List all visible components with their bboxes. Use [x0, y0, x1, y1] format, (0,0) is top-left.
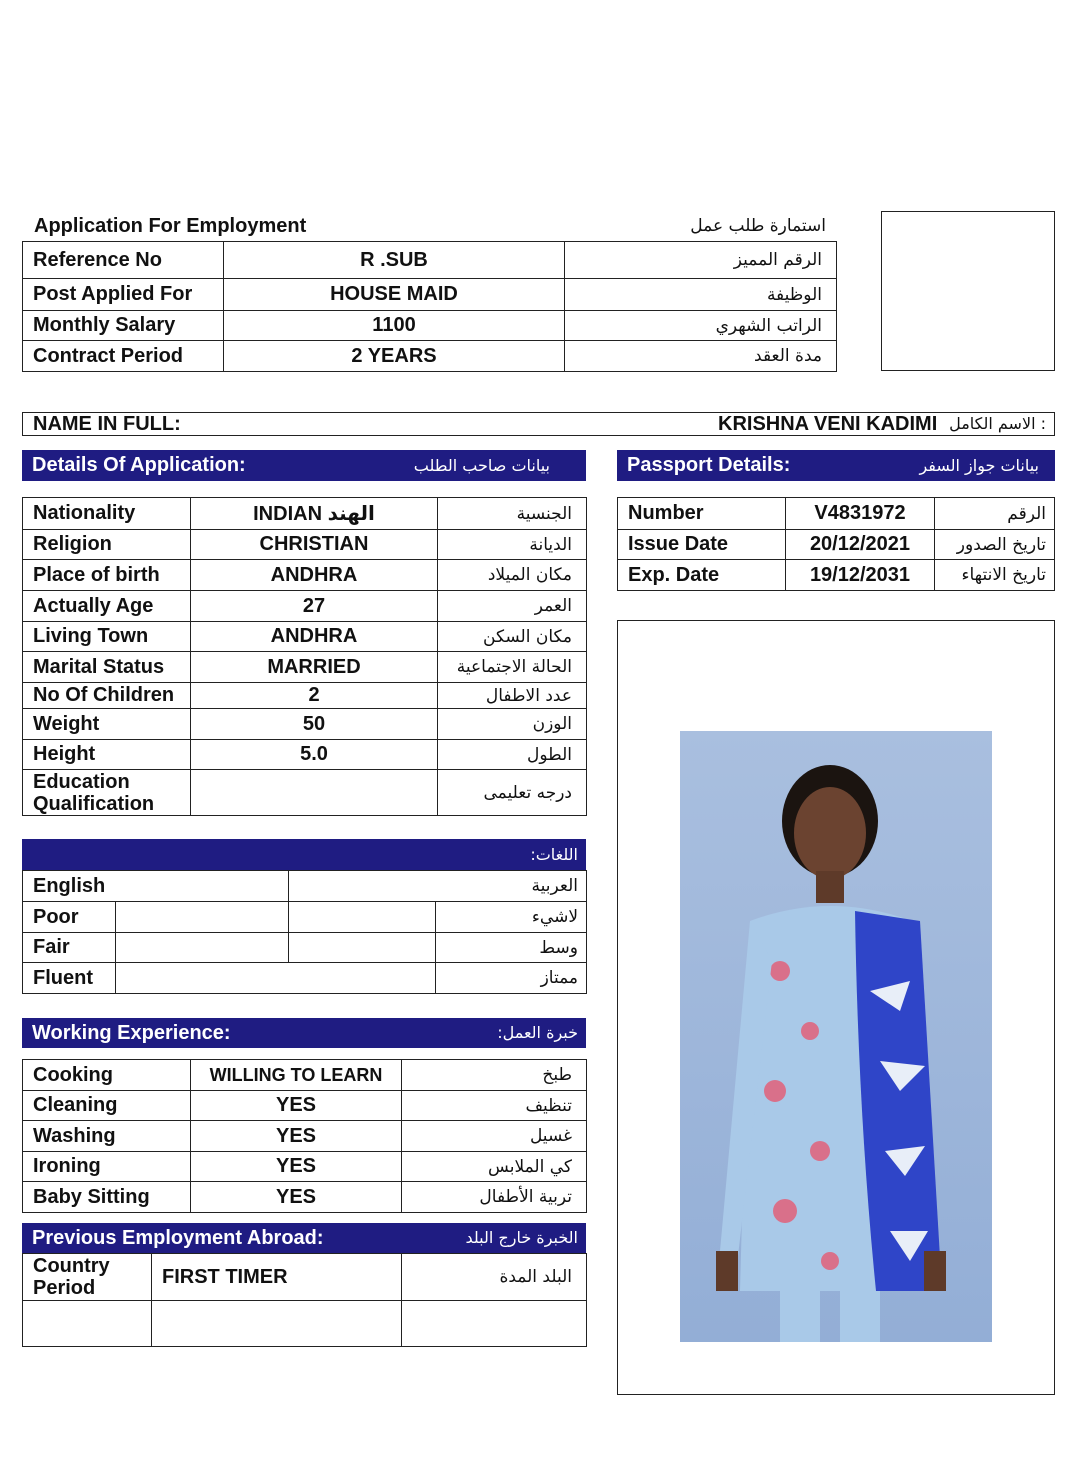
table-row	[23, 530, 587, 560]
row-label-ar: الرقم	[935, 498, 1055, 530]
row-label-ar: الديانة	[438, 530, 587, 560]
row-value: FIRST TIMER	[152, 1254, 402, 1301]
row-label: English	[23, 871, 289, 902]
small-photo-box	[881, 211, 1055, 371]
table-row	[23, 1301, 587, 1347]
full-name-label: NAME IN FULL:	[33, 413, 181, 435]
full-name-value: KRISHNA VENI KADIMI	[718, 413, 938, 435]
previous-table	[22, 1253, 587, 1347]
experience-band	[22, 1018, 586, 1048]
languages-table	[22, 870, 587, 994]
header-table	[22, 241, 837, 372]
table-row	[23, 871, 587, 902]
row-label: Marital Status	[23, 652, 191, 683]
passport-table	[617, 497, 1055, 591]
row-label: Monthly Salary	[23, 311, 224, 341]
table-row	[23, 560, 587, 591]
row-value: MARRIED	[191, 652, 438, 683]
row-value: 2 YEARS	[224, 341, 565, 372]
row-value: CHRISTIAN	[191, 530, 438, 560]
row-value	[289, 933, 436, 963]
row-label: Baby Sitting	[23, 1182, 191, 1213]
row-value: ANDHRA	[191, 560, 438, 591]
row-label-ar: غسيل	[402, 1121, 587, 1152]
table-row	[23, 963, 587, 994]
previous-title-ar: الخبرة خارج البلد	[465, 1228, 578, 1247]
row-value: HOUSE MAID	[224, 279, 565, 311]
row-value	[116, 933, 289, 963]
row-value: 5.0	[191, 740, 438, 770]
passport-title-ar: بيانات جواز السفر	[919, 456, 1039, 475]
row-label-ar: ممتاز	[436, 963, 587, 994]
row-label-ar: الراتب الشهري	[565, 311, 837, 341]
row-value: 27	[191, 591, 438, 622]
row-value: 19/12/2031	[786, 560, 935, 591]
full-name-row	[22, 412, 1055, 436]
row-label-ar: مكان السكن	[438, 622, 587, 652]
row-value	[116, 902, 289, 933]
form-title: Application For Employment	[34, 215, 307, 237]
row-label-ar: الحالة الاجتماعية	[438, 652, 587, 683]
row-label: Education Qualification	[23, 770, 191, 816]
row-value: V4831972	[786, 498, 935, 530]
row-value: 20/12/2021	[786, 530, 935, 560]
row-label: Exp. Date	[618, 560, 786, 591]
row-label-ar: تاريخ الانتهاء	[935, 560, 1055, 591]
row-value: YES	[191, 1152, 402, 1182]
row-label: Issue Date	[618, 530, 786, 560]
table-row	[23, 1152, 587, 1182]
passport-band	[617, 450, 1055, 481]
details-band	[22, 450, 586, 481]
table-row	[23, 902, 587, 933]
row-label-ar: تربية الأطفال	[402, 1182, 587, 1213]
row-label-ar	[402, 1301, 587, 1347]
experience-table	[22, 1059, 587, 1213]
previous-title: Previous Employment Abroad:	[32, 1227, 324, 1249]
row-label: Living Town	[23, 622, 191, 652]
table-row	[23, 709, 587, 740]
row-label-ar: العربية	[289, 871, 587, 902]
previous-band	[22, 1223, 586, 1253]
row-value: INDIAN الهند	[191, 498, 438, 530]
row-label: Cleaning	[23, 1091, 191, 1121]
row-label-ar: الوظيفة	[565, 279, 837, 311]
row-label: Weight	[23, 709, 191, 740]
row-label: Number	[618, 498, 786, 530]
table-row	[618, 560, 1055, 591]
row-label-ar: مدة العقد	[565, 341, 837, 372]
row-label: No Of Children	[23, 683, 191, 709]
row-label: Height	[23, 740, 191, 770]
row-label-ar: الجنسية	[438, 498, 587, 530]
table-row	[23, 683, 587, 709]
row-value	[152, 1301, 402, 1347]
row-label-ar: تاريخ الصدور	[935, 530, 1055, 560]
row-value: 1100	[224, 311, 565, 341]
table-row	[618, 498, 1055, 530]
row-label	[23, 1301, 152, 1347]
row-value: WILLING TO LEARN	[191, 1060, 402, 1091]
row-label-ar: مكان الميلاد	[438, 560, 587, 591]
row-label: Country Period	[23, 1254, 152, 1301]
row-label: Post Applied For	[23, 279, 224, 311]
table-row	[23, 311, 837, 341]
languages-title-ar: اللغات:	[530, 845, 578, 864]
table-row	[23, 1182, 587, 1213]
row-label-ar: الوزن	[438, 709, 587, 740]
row-label: Religion	[23, 530, 191, 560]
row-label-ar: طبخ	[402, 1060, 587, 1091]
row-value	[191, 770, 438, 816]
row-value: ANDHRA	[191, 622, 438, 652]
passport-title: Passport Details:	[627, 454, 791, 476]
table-row	[23, 341, 837, 372]
row-label: Fluent	[23, 963, 116, 994]
table-row	[23, 1121, 587, 1152]
row-label: Washing	[23, 1121, 191, 1152]
row-label-ar: درجه تعليمى	[438, 770, 587, 816]
row-value: YES	[191, 1182, 402, 1213]
row-label-ar: وسط	[436, 933, 587, 963]
table-row	[23, 622, 587, 652]
row-label: Ironing	[23, 1152, 191, 1182]
row-label: Actually Age	[23, 591, 191, 622]
table-row	[618, 530, 1055, 560]
row-label: Nationality	[23, 498, 191, 530]
table-row	[23, 1254, 587, 1301]
row-label-ar: عدد الاطفال	[438, 683, 587, 709]
row-label: Place of birth	[23, 560, 191, 591]
row-label-ar: تنظيف	[402, 1091, 587, 1121]
row-label: Cooking	[23, 1060, 191, 1091]
row-value: YES	[191, 1121, 402, 1152]
row-label-ar: الطول	[438, 740, 587, 770]
details-table	[22, 497, 587, 816]
row-value	[116, 963, 436, 994]
table-row	[23, 652, 587, 683]
form-title-ar: استمارة طلب عمل	[690, 216, 826, 236]
row-label: Reference No	[23, 242, 224, 279]
table-row	[23, 770, 587, 816]
table-row	[23, 279, 837, 311]
applicant-photo	[680, 731, 992, 1342]
row-label-ar: لاشيء	[436, 902, 587, 933]
details-title: Details Of Application:	[32, 454, 246, 476]
row-label-ar: العمر	[438, 591, 587, 622]
row-label-ar: الرقم المميز	[565, 242, 837, 279]
languages-band	[22, 839, 586, 870]
row-value: 2	[191, 683, 438, 709]
table-row	[23, 933, 587, 963]
table-row	[23, 591, 587, 622]
table-row	[23, 1060, 587, 1091]
table-row	[23, 740, 587, 770]
details-title-ar: بيانات صاحب الطلب	[413, 456, 550, 475]
row-value: YES	[191, 1091, 402, 1121]
row-value: 50	[191, 709, 438, 740]
row-label: Contract Period	[23, 341, 224, 372]
experience-title-ar: خبرة العمل:	[497, 1023, 578, 1042]
row-value	[289, 902, 436, 933]
row-label-ar: كي الملابس	[402, 1152, 587, 1182]
row-label-ar: البلد المدة	[402, 1254, 587, 1301]
experience-title: Working Experience:	[32, 1022, 231, 1044]
table-row	[23, 1091, 587, 1121]
row-label: Poor	[23, 902, 116, 933]
table-row	[23, 498, 587, 530]
row-value: R .SUB	[224, 242, 565, 279]
row-label: Fair	[23, 933, 116, 963]
table-row	[23, 242, 837, 279]
person-illustration	[680, 731, 992, 1342]
full-name-label-ar: : الاسم الكامل	[949, 414, 1046, 433]
